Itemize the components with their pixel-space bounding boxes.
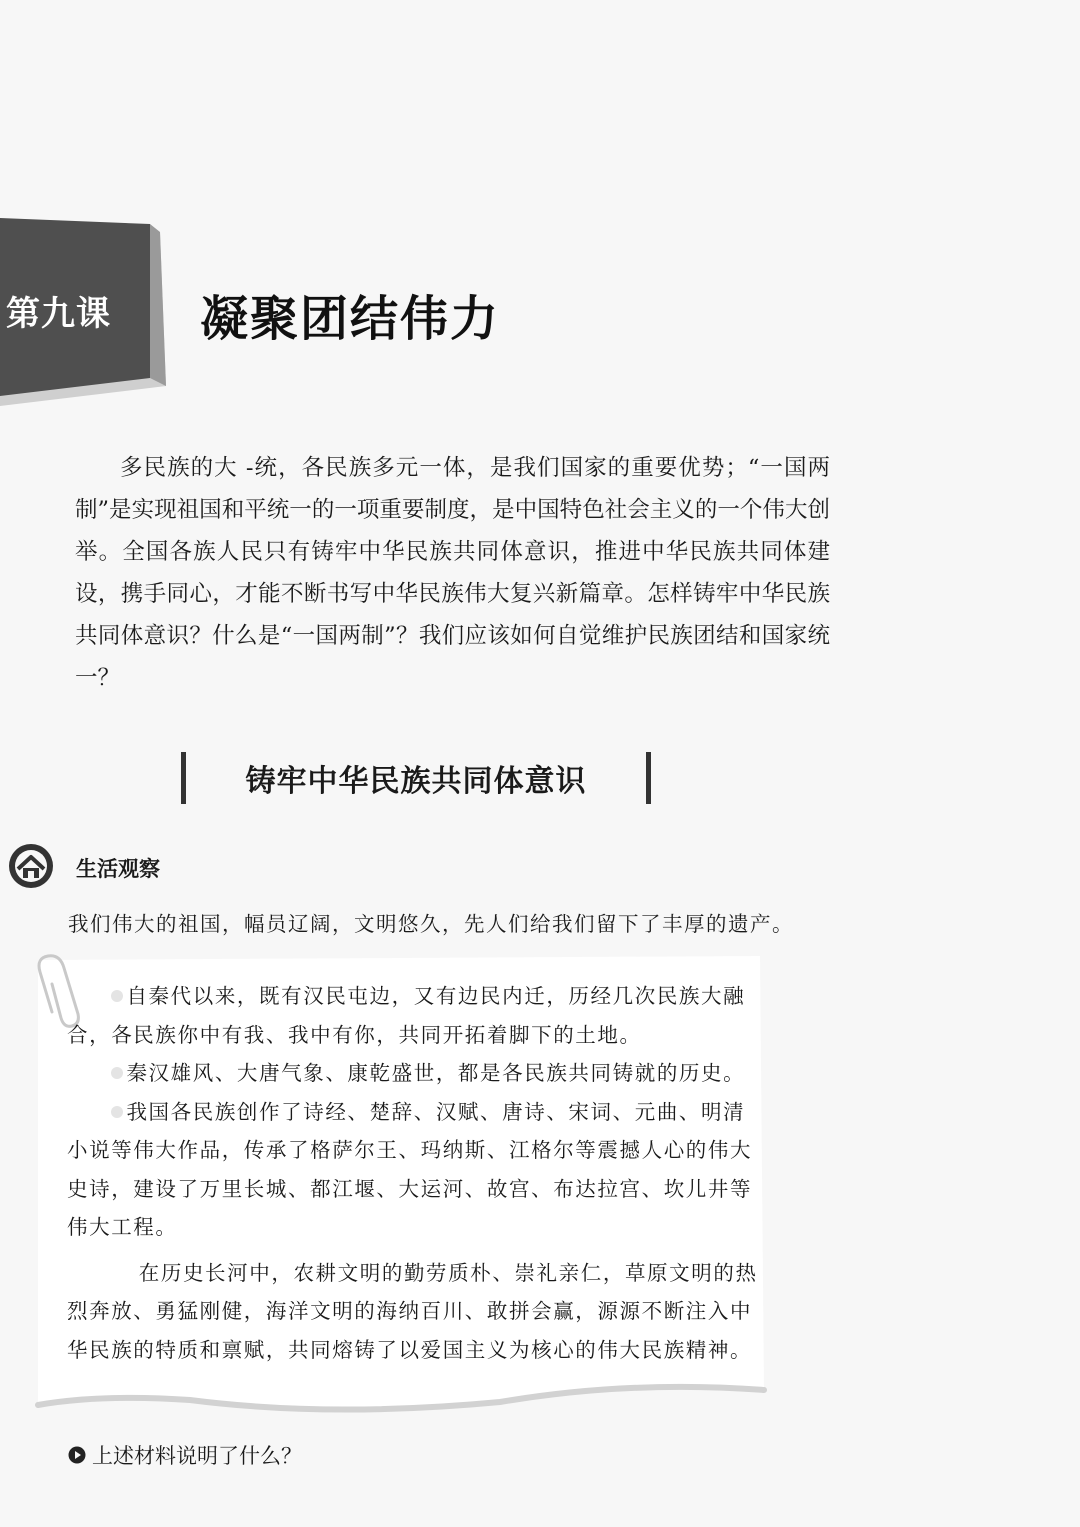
section-title: 铸牢中华民族共同体意识 <box>245 764 587 799</box>
material-body <box>67 977 767 1369</box>
section-bar-right <box>646 752 651 804</box>
intro-paragraph: 多民族的大 -统，各民族多元一体，是我们国家的重要优势；“一国两制”是实现祖国和平统一的一项重要制度，是中国特色社会主义的一个伟大创举。全国各族人民只有铸牢中华民族共同体意识，推进中华民族共同体建设，携手同心，才能不断书写中华民族伟大复兴新篇章。怎样铸牢中华民族共同体意识？什么是“一国两制”？我们应该如何自觉维护民族团结和国家统一？ <box>75 455 830 691</box>
material-intro: 我们伟大的祖国，幅员辽阔，文明悠久，先人们给我们留下了丰厚的遗产。 <box>68 912 794 936</box>
lesson-number: 第九课 <box>6 294 111 334</box>
observation-label: 生活观察 <box>76 857 160 881</box>
material-item: 我国各民族创作了诗经、楚辞、汉赋、唐诗、宋词、元曲、明清小说等伟大作品，传承了格萨尔王、玛纳斯、江格尔等震撼人心的伟大史诗，建设了万里长城、都江堰、大运河、故宫、布达拉宫、坎儿井等伟大工程。 <box>67 1093 767 1247</box>
question-prompt <box>68 1440 302 1470</box>
material-closing: 在历史长河中，农耕文明的勤劳质朴、崇礼亲仁，草原文明的热烈奔放、勇猛刚健，海洋文明的海纳百川、敢拼会赢，源源不断注入中华民族的特质和禀赋，共同熔铸了以爱国主义为核心的伟大民族精神。 <box>67 1260 758 1362</box>
material-item: 秦汉雄风、大唐气象、康乾盛世，都是各民族共同铸就的历史。 <box>67 1054 767 1093</box>
play-arrow-icon <box>68 1446 86 1464</box>
lesson-title: 凝聚团结伟力 <box>200 291 501 347</box>
material-item: 自秦代以来，既有汉民屯边，又有边民内迁，历经几次民族大融合，各民族你中有我、我中有你，共同开拓着脚下的土地。 <box>67 977 767 1054</box>
house-in-circle-icon <box>8 843 54 889</box>
question-text: 上述材料说明了什么？ <box>92 1444 302 1468</box>
